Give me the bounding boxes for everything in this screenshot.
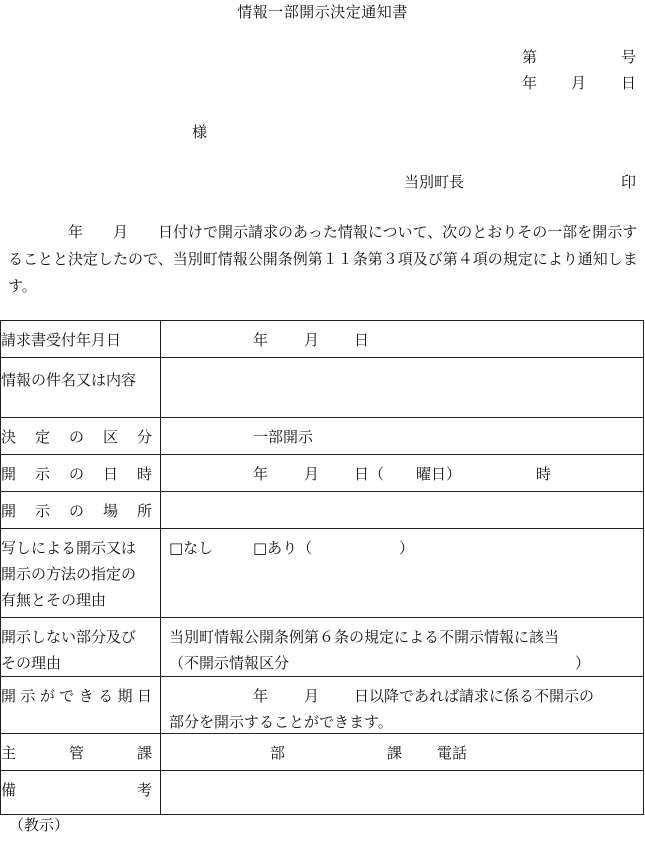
label-char: 定 [34, 428, 50, 446]
available-month: 月 [304, 687, 320, 705]
label-char: 備 [1, 781, 17, 799]
label-char: の [68, 502, 84, 520]
label-char: 日 [102, 465, 118, 483]
decision-value: 一部開示 [253, 428, 314, 446]
label-char: 開 [1, 687, 17, 705]
label-department [1, 734, 161, 771]
disclosure-year: 年 [253, 465, 269, 483]
label-decision-type [1, 418, 161, 455]
row-remarks [1, 771, 644, 815]
request-year: 年 [253, 331, 269, 349]
label-copy-method [1, 529, 161, 618]
label-line: 写しによる開示又は [1, 539, 137, 557]
addressee-honorific: 様 [192, 123, 208, 141]
value-remarks[interactable] [161, 771, 644, 815]
label-char: 管 [68, 744, 84, 762]
label-line: 開示の方法の指定の [1, 565, 137, 583]
label-char: 示 [34, 465, 50, 483]
date-month: 月 [571, 74, 587, 92]
label-char: き [78, 687, 94, 705]
value-request-date [161, 321, 644, 358]
value-decision-type [161, 418, 644, 455]
label-undisclosed-part [1, 618, 161, 677]
available-tail: 日以降であれば請求に係る不開示の [354, 687, 595, 705]
row-undisclosed-part [1, 618, 644, 677]
label-char: 区 [102, 428, 118, 446]
decision-table [0, 320, 644, 815]
label-char: 開 [1, 502, 17, 520]
request-day: 日 [354, 331, 370, 349]
label-char: で [59, 687, 75, 705]
seal-mark: 印 [621, 173, 637, 191]
row-decision-type [1, 418, 644, 455]
row-disclosure-datetime [1, 455, 644, 492]
checkbox-exists[interactable]: □あり（ [253, 539, 313, 557]
value-undisclosed-part [161, 618, 644, 677]
label-char: 期 [117, 687, 133, 705]
label-char: 課 [136, 744, 152, 762]
label-char: の [68, 428, 84, 446]
label-char: 開 [1, 465, 17, 483]
label-char: 所 [136, 502, 152, 520]
disclosure-weekday: 曜日） [416, 465, 462, 483]
label-line: その理由 [1, 654, 62, 672]
label-char: 日 [136, 687, 152, 705]
label-disclosure-datetime [1, 455, 161, 492]
label-disclosure-place [1, 492, 161, 529]
label-char: 分 [136, 428, 152, 446]
value-department [161, 734, 644, 771]
label-text: 情報の件名又は内容 [1, 371, 137, 389]
undisclosed-reason: 当別町情報公開条例第６条の規定による不開示情報に該当 [169, 628, 560, 646]
label-char: の [68, 465, 84, 483]
disclosure-month: 月 [304, 465, 320, 483]
department-tel: 電話 [437, 744, 468, 762]
row-subject [1, 358, 644, 418]
sender-title: 当別町長 [404, 173, 465, 191]
label-request-date [1, 321, 161, 358]
label-text: 請求書受付年月日 [1, 331, 122, 349]
label-char: が [39, 687, 55, 705]
label-char: 場 [102, 502, 118, 520]
disclosure-hour: 時 [536, 465, 552, 483]
label-char: る [98, 687, 114, 705]
label-char: 決 [1, 428, 17, 446]
row-disclosure-place [1, 492, 644, 529]
value-copy-method [161, 529, 644, 618]
label-subject [1, 358, 161, 418]
label-char: 考 [136, 781, 152, 799]
available-line2: 部分を開示することができます。 [169, 713, 393, 731]
label-remarks [1, 771, 161, 815]
available-year: 年 [253, 687, 269, 705]
row-available-date [1, 677, 644, 734]
label-char: 時 [136, 465, 152, 483]
department-bu: 部 [270, 744, 286, 762]
label-line: 開示しない部分及び [1, 628, 137, 646]
paren-close: ） [399, 539, 415, 557]
value-available-date [161, 677, 644, 734]
label-line: 有無とその理由 [1, 591, 107, 609]
value-disclosure-datetime [161, 455, 644, 492]
label-available-date [1, 677, 161, 734]
row-department [1, 734, 644, 771]
date-day: 日 [621, 74, 637, 92]
row-copy-method [1, 529, 644, 618]
number-dai: 第 [522, 48, 538, 66]
disclosure-day: 日（ [354, 465, 385, 483]
request-month: 月 [304, 331, 320, 349]
label-char: 示 [34, 502, 50, 520]
date-year: 年 [522, 74, 538, 92]
row-request-date [1, 321, 644, 358]
document-title: 情報一部開示決定通知書 [237, 3, 408, 21]
value-disclosure-place[interactable] [161, 492, 644, 529]
instruction-heading: （教示） [9, 816, 70, 834]
department-ka: 課 [387, 744, 403, 762]
label-char: 主 [1, 744, 17, 762]
notice-paragraph: 年 月 日付けで開示請求のあった情報について、次のとおりその一部を開示することと決定したので、当別町情報公開条例第１１条第３項及び第４項の規定により通知します。 [8, 223, 638, 295]
label-char: 示 [20, 687, 36, 705]
undisclosed-category-open: （不開示情報区分 [169, 654, 290, 672]
undisclosed-category-close: ） [575, 654, 591, 672]
checkbox-none[interactable]: □なし [169, 539, 214, 557]
number-go: 号 [621, 48, 637, 66]
value-subject[interactable] [161, 358, 644, 418]
